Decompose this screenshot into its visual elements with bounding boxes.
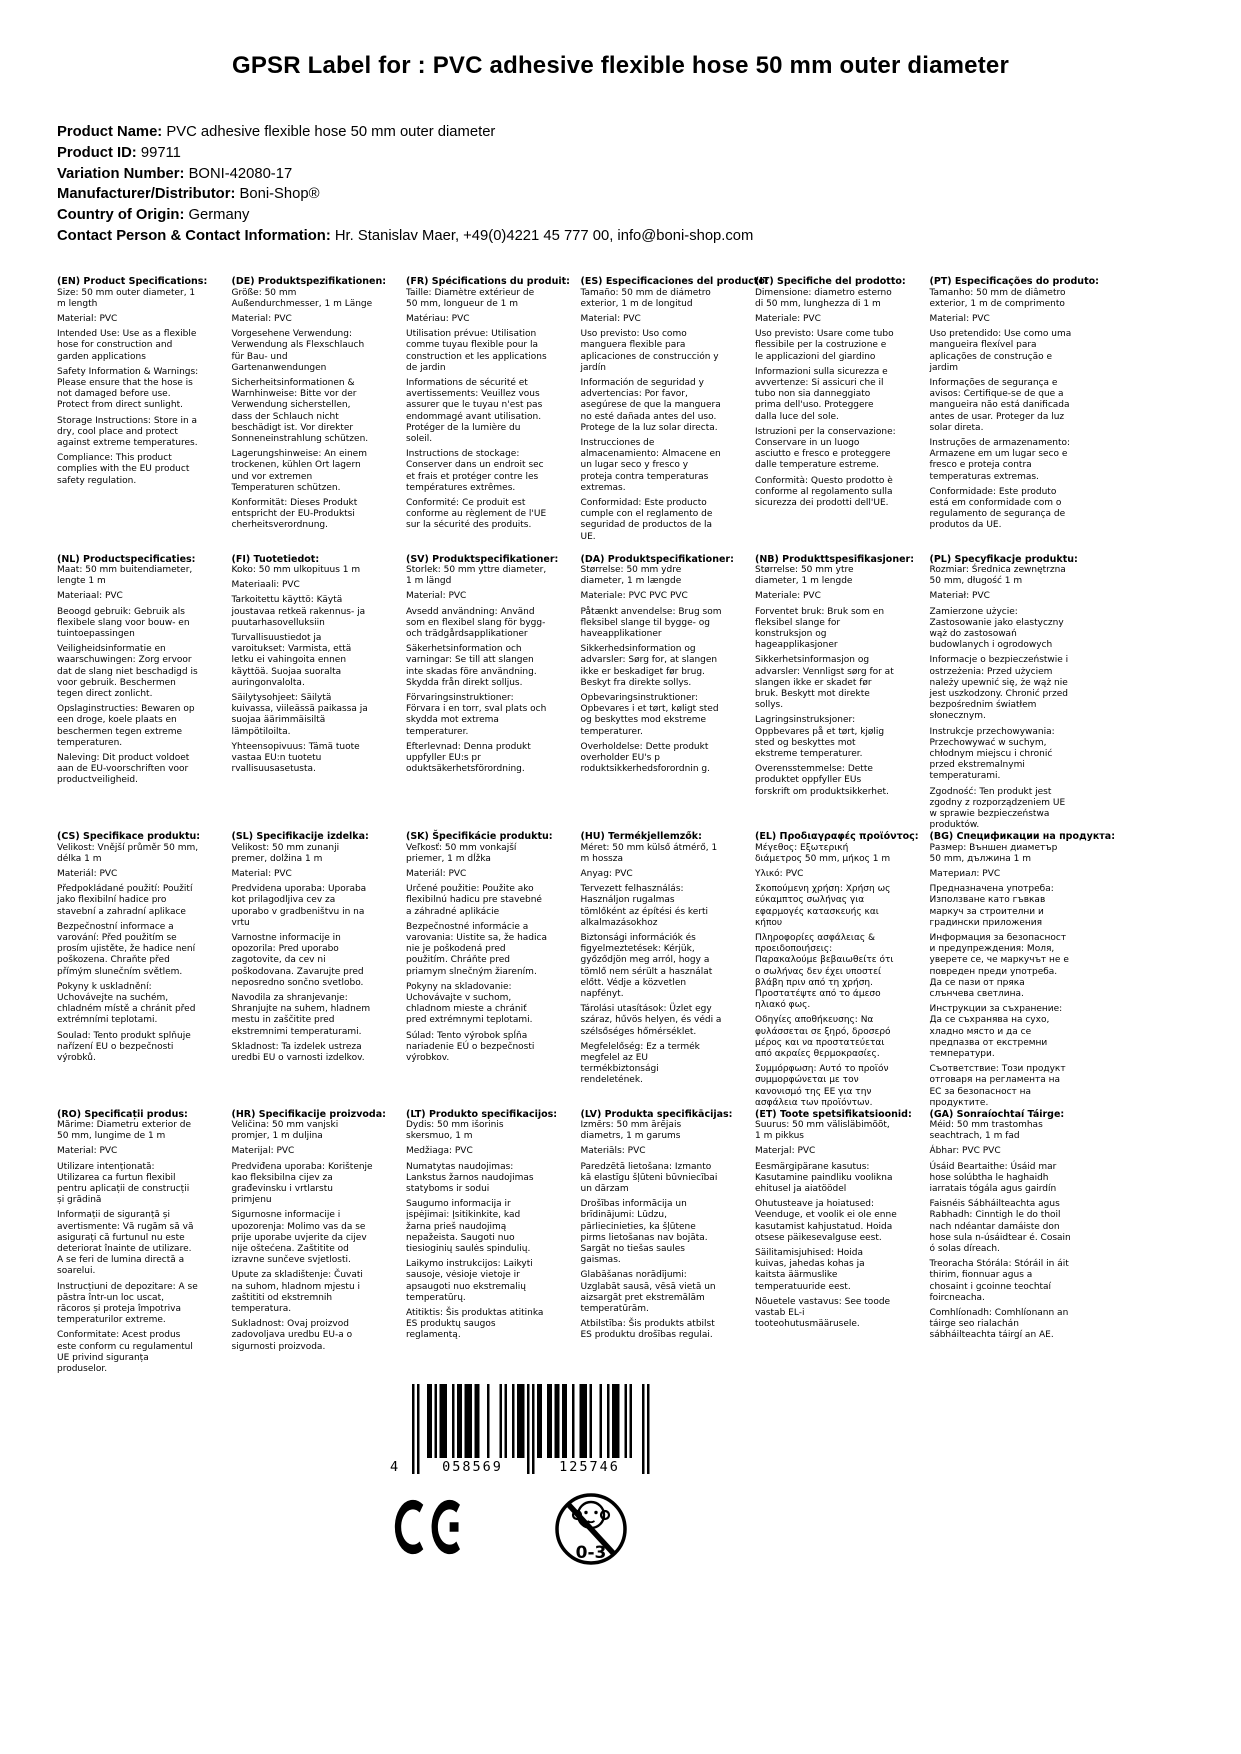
lang-block-cs: [57, 831, 199, 1109]
lang-block-nl: [57, 554, 199, 832]
lang-paragraph: Koko: 50 mm ulkopituus 1 m: [231, 565, 361, 575]
lang-heading: (SV) Produktspecifikationer:: [406, 553, 559, 565]
lang-paragraph: Glabāšanas norādījumi: Uzglabāt sausā, vēsā vietā un aizsargāt pret ekstremālām temperatūrām.: [580, 1270, 716, 1315]
lang-heading: (PT) Especificações do produto:: [929, 276, 1099, 287]
lang-paragraph: Úsáid Beartaithe: Úsáid mar hose solúbtha le haghaidh iarratais tógála agus gairdín: [929, 1161, 1057, 1195]
lang-paragraph: Navodila za shranjevanje: Shranjujte na suhem, hladnem mestu in zaščitite pred ekstremnimi temperaturami.: [231, 992, 371, 1037]
lang-paragraph: Uso previsto: Usare come tubo flessibile per la costruzione e le applicazioni del giardino: [755, 329, 894, 362]
lang-paragraph: Určené použitie: Použite ako flexibilnú hadicu pre stavebné a záhradné aplikácie: [406, 884, 542, 917]
product-info-row: [57, 122, 1241, 143]
lang-paragraph: Utilizare intenționată: Utilizarea ca furtun flexibil pentru aplicații de construcții și grădină: [57, 1161, 190, 1206]
lang-block-nb: [755, 553, 915, 832]
product-info-row: [57, 143, 1241, 164]
lang-paragraph: Материал: PVC: [929, 868, 1001, 879]
lang-heading: (FI) Tuotetiedot:: [231, 553, 320, 565]
lang-paragraph: Uso pretendido: Use como uma mangueira flexível para aplicações de construção e jardim: [929, 329, 1072, 373]
lang-paragraph: Μέγεθος: Εξωτερική διάμετρος 50 mm, μήκος 1 m: [755, 842, 891, 864]
lang-paragraph: Informações de segurança e avisos: Certifique-se de que a mangueira não está danificada antes de usar. Proteger da luz solar direta.: [929, 377, 1070, 433]
lang-paragraph: Nõuetele vastavus: See toode vastab EL-i tooteohutusmäärusele.: [755, 1296, 891, 1330]
lang-paragraph: Naleving: Dit product voldoet aan de EU-voorschriften voor productveiligheid.: [57, 753, 190, 786]
lang-paragraph: Overholdelse: Dette produkt overholder EU's p roduktsikkerhedsforordnin g.: [580, 741, 710, 775]
age-warning-0-3-icon: [553, 1482, 629, 1580]
lang-paragraph: Materiál: PVC: [57, 868, 118, 879]
lang-paragraph: Sikkerhedsinformation og advarsler: Sørg for, at slangen ikke er beskadiget før brug. Beskyt fra direkte sollys.: [580, 644, 718, 688]
lang-paragraph: Pokyny k uskladnění: Uchovávejte na suchém, chladném místě a chránit před extrémními teplotami.: [57, 981, 196, 1026]
lang-paragraph: Conformité: Ce produit est conforme au règlement de l'UE sur la sécurité des produits.: [406, 497, 547, 531]
lang-paragraph: Υλικό: PVC: [755, 868, 804, 879]
product-field-value: Hr. Stanislav Maer, +49(0)4221 45 777 00, info@boni-shop.com: [334, 227, 754, 244]
product-field-label: Country of Origin:: [57, 207, 189, 224]
lang-heading: (RO) Specificații produs:: [57, 1108, 188, 1120]
lang-paragraph: Atitiktis: Šis produktas atitinka ES produktų saugos reglamentą.: [406, 1308, 544, 1341]
lang-paragraph: Tarkoitettu käyttö: Käytä joustavaa retkeä rakennus- ja puutarhasovelluksiin: [231, 595, 366, 628]
lang-paragraph: Atbilstība: Šis produkts atbilst ES produktu drošības regulai.: [580, 1319, 715, 1341]
lang-paragraph: Οδηγίες αποθήκευσης: Να φυλάσσεται σε ξηρό, δροσερό μέρος και να προστατεύεται από ακραίες θερμοκρασίες.: [755, 1015, 891, 1059]
ean-barcode-icon: [412, 1384, 650, 1474]
lang-paragraph: Conformitate: Acest produs este conform cu regulamentul UE privind siguranța produselor.: [57, 1330, 193, 1375]
product-field-value: 99711: [140, 144, 181, 161]
lang-heading: (IT) Specifiche del prodotto:: [755, 276, 906, 287]
product-field-label: Product ID:: [57, 144, 141, 161]
lang-paragraph: Treoracha Stórála: Stóráil in áit thirim, fionnuar agus a chosaint i gcoinne teochtaí foircneacha.: [929, 1259, 1069, 1303]
lang-paragraph: Méret: 50 mm külső átmérő, 1 m hossza: [580, 842, 718, 864]
page-title: GPSR Label for : PVC adhesive flexible hose 50 mm outer diameter: [231, 52, 1010, 79]
lang-paragraph: Predviđena uporaba: Korištenje kao fleksibilna cijev za građevinsku i vrtlarstu primjenu: [231, 1161, 373, 1206]
lang-block-en: [57, 276, 208, 554]
lang-paragraph: Mărime: Diametru exterior de 50 mm, lungime de 1 m: [57, 1120, 192, 1142]
lang-paragraph: Materiaali: PVC: [231, 580, 300, 591]
lang-heading: (CS) Specifikace produktu:: [57, 831, 201, 842]
lang-paragraph: Size: 50 mm outer diameter, 1 m length: [57, 287, 196, 309]
lang-paragraph: Opslaginstructies: Bewaren op een droge, koele plaats en beschermen tegen extreme temperaturen.: [57, 704, 195, 748]
lang-paragraph: Compliance: This product complies with the EU product safety regulation.: [57, 453, 190, 486]
lang-heading: (HR) Specifikacije proizvoda:: [231, 1108, 386, 1120]
lang-heading: (HU) Termékjellemzők:: [580, 831, 702, 842]
lang-paragraph: Material: PVC: [57, 313, 118, 324]
lang-heading: (DA) Produktspecifikationer:: [580, 553, 734, 565]
lang-paragraph: Σκοπούμενη χρήση: Χρήση ως εύκαμπτος σωλήνας για εφαρμογές κατασκευής και κήπου: [755, 884, 891, 928]
lang-paragraph: Materiāls: PVC: [580, 1146, 646, 1157]
lang-paragraph: Предназначена употреба: Използване като гъвкав маркуч за строителни и градински приложения: [929, 884, 1054, 928]
lang-paragraph: Materijal: PVC: [231, 1146, 295, 1157]
product-info: [57, 122, 1241, 247]
lang-paragraph: Informacje o bezpieczeństwie i ostrzeżenia: Przed użyciem należy upewnić się, że wąż nie jest uszkodzony. Chronić przed bezpośrednim światłem słonecznym.: [929, 655, 1069, 722]
lang-heading: (GA) Sonraíochtaí Táirge:: [929, 1108, 1065, 1120]
lang-paragraph: Anyag: PVC: [580, 868, 633, 879]
lang-block-et: [755, 1108, 912, 1387]
lang-paragraph: Materiał: PVC: [929, 591, 990, 602]
lang-paragraph: Dydis: 50 mm išorinis skersmuo, 1 m: [406, 1120, 504, 1142]
lang-paragraph: Soulad: Tento produkt splňuje nařízení EU o bezpečnosti výrobků.: [57, 1030, 191, 1063]
lang-heading: (NL) Productspecificaties:: [57, 553, 196, 565]
lang-heading: (BG) Спецификации на продукта:: [929, 831, 1116, 842]
lang-block-ga: [930, 1109, 1072, 1387]
lang-paragraph: Predvidena uporaba: Uporaba kot prilagodljiva cev za uporabo v gradbeništvu in na vrtu: [231, 884, 367, 928]
lang-block-hu: [581, 831, 723, 1109]
lang-paragraph: Eesmärgipärane kasutus: Kasutamine paindliku voolikna ehitusel ja aiatöödel: [755, 1161, 893, 1195]
lang-paragraph: Ohutusteave ja hoiatused: Veenduge, et voolik ei ole enne kasutamist kahjustatud. Hoida otsese päikesevalguse eest.: [755, 1199, 897, 1243]
lang-paragraph: Numatytas naudojimas: Lankstus žarnos naudojimas statyboms ir sodui: [406, 1161, 534, 1195]
language-grid: [57, 276, 1116, 1386]
lang-paragraph: Zgodność: Ten produkt jest zgodny z rozporządzeniem UE w sprawie bezpieczeństwa produktów.: [929, 786, 1066, 831]
lang-paragraph: Material: PVC: [231, 313, 292, 324]
lang-block-hr: [231, 1108, 386, 1387]
lang-paragraph: Съответствие: Този продукт отговаря на регламента на ЕС за безопасност на продуктите.: [929, 1064, 1066, 1108]
barcode-digit-group: 125746: [537, 1459, 642, 1475]
lang-paragraph: Bezpečnostní informace a varování: Před použitím se prosím ujistěte, že hadice není poškozena. Chraňte před přímým slunečním světlem.: [57, 921, 196, 977]
lang-paragraph: Tamanho: 50 mm de diâmetro exterior, 1 m de comprimento: [929, 287, 1066, 309]
lang-paragraph: Medžiaga: PVC: [406, 1146, 473, 1157]
lang-block-fr: [406, 276, 570, 554]
lang-block-de: [231, 276, 387, 554]
lang-paragraph: Forventet bruk: Bruk som en fleksibel slange for konstruksjon og hageapplikasjoner: [755, 606, 885, 651]
age-warning-label: 0-3: [575, 1543, 607, 1563]
lang-paragraph: Izmērs: 50 mm ārējais diametrs, 1 m garums: [580, 1120, 682, 1142]
lang-paragraph: Conformità: Questo prodotto è conforme al regolamento sulla sicurezza dei prodotti dell'UE.: [755, 475, 893, 508]
lang-paragraph: Størrelse: 50 mm ytre diameter, 1 m lengde: [755, 565, 854, 587]
lang-paragraph: Comhlíonadh: Comhlíonann an táirge seo rialachán sábháilteachta táirgí an AE.: [929, 1308, 1069, 1341]
barcode-digit-group: 4: [390, 1459, 408, 1475]
lang-block-fi: [232, 554, 374, 832]
lang-paragraph: Dimensione: diametro esterno di 50 mm, lunghezza di 1 m: [755, 287, 892, 309]
product-info-row: [57, 205, 1241, 226]
lang-paragraph: Drošības informācija un brīdinājumi: Lūdzu, pārliecinieties, ka šļūtene pirms lietošanas nav bojāta. Sargāt no tiešas saules gaismas.: [580, 1199, 708, 1266]
lang-block-pt: [929, 276, 1099, 554]
lang-paragraph: Suurus: 50 mm välisläbimõõt, 1 m pikkus: [755, 1120, 890, 1142]
lang-paragraph: Materiale: PVC: [755, 313, 821, 324]
lang-heading: (ES) Especificaciones del producto:: [580, 276, 769, 287]
lang-heading: (SK) Špecifikácie produktu:: [406, 831, 553, 842]
lang-paragraph: Tervezett felhasználás: Használjon rugalmas tömlőként az építési és kerti alkalmazásokhoz: [580, 884, 709, 928]
lang-paragraph: Intended Use: Use as a flexible hose for construction and garden applications: [57, 329, 197, 362]
lang-paragraph: Material: PVC: [231, 868, 292, 879]
lang-paragraph: Méid: 50 mm trastomhas seachtrach, 1 m fad: [929, 1120, 1043, 1142]
lang-paragraph: Súlad: Tento výrobok spĺňa nariadenie EÚ o bezpečnosti výrobkov.: [406, 1030, 535, 1063]
lang-block-lt: [406, 1108, 558, 1387]
lang-paragraph: Utilisation prévue: Utilisation comme tuyau flexible pour la construction et les applications de jardin: [406, 329, 547, 373]
lang-paragraph: Storlek: 50 mm yttre diameter, 1 m längd: [406, 565, 547, 587]
lang-paragraph: Material: PVC: [580, 313, 641, 324]
lang-block-es: [580, 276, 769, 554]
lang-paragraph: Materiaal: PVC: [57, 591, 123, 602]
lang-paragraph: Veiligheidsinformatie en waarschuwingen: Zorg ervoor dat de slang niet beschadigd is voor gebruik. Beschermen tegen direct zonlicht.: [57, 644, 198, 700]
product-info-row: [57, 226, 1241, 247]
lang-paragraph: Informazioni sulla sicurezza e avvertenze: Si assicuri che il tubo non sia danneggiato prima dell'uso. Proteggere dalla luce del sole.: [755, 366, 888, 422]
lang-paragraph: Sukladnost: Ovaj proizvod zadovoljava uredbu EU-a o sigurnosti proizvoda.: [231, 1319, 353, 1352]
product-field-value: Germany: [188, 207, 250, 224]
lang-paragraph: Bezpečnostné informácie a varovania: Uistite sa, že hadica nie je poškodená pred použitím. Chráňte pred priamym slnečným žiarením.: [406, 921, 547, 977]
lang-paragraph: Overensstemmelse: Dette produktet oppfyller EUs forskrift om produktsikkerhet.: [755, 764, 889, 797]
lang-paragraph: Información de seguridad y advertencias: Por favor, asegúrese de que la manguera no esté dañada antes del uso. Protege de la luz solar directa.: [580, 377, 721, 433]
lang-paragraph: Material: PVC: [929, 313, 990, 324]
lang-paragraph: Veličina: 50 mm vanjski promjer, 1 m duljina: [231, 1120, 339, 1142]
lang-paragraph: Tárolási utasítások: Üzlet egy száraz, hűvös helyen, és védi a szélsőséges hőmérséklet.: [580, 1004, 722, 1037]
lang-paragraph: Megfelelőség: Ez a termék megfelel az EU termékbiztonsági rendeletének.: [580, 1041, 700, 1086]
lang-heading: (LV) Produkta specifikācijas:: [580, 1108, 733, 1120]
lang-paragraph: Material: PVC: [57, 1146, 118, 1157]
lang-paragraph: Saugumo informacija ir įspėjimai: Įsitikinkite, kad žarna prieš naudojimą nepažeista. Saugoti nuo tiesioginių saulės spindulių.: [406, 1199, 531, 1255]
lang-block-sv: [406, 553, 559, 832]
lang-paragraph: Material: PVC: [406, 591, 467, 602]
lang-heading: (FR) Spécifications du produit:: [406, 276, 570, 287]
lang-heading: (LT) Produkto specifikacijos:: [406, 1108, 558, 1120]
lang-paragraph: Opbevaringsinstruktioner: Opbevares i et tørt, køligt sted og beskyttes mod ekstreme temperaturer.: [580, 693, 719, 737]
ce-mark-icon: [394, 1496, 472, 1558]
lang-block-da: [580, 553, 734, 832]
product-field-label: Product Name:: [57, 124, 167, 140]
product-field-value: PVC adhesive flexible hose 50 mm outer diameter: [166, 124, 496, 140]
lang-paragraph: Sikkerhetsinformasjon og advarsler: Vennligst sørg for at slangen ikke er skadet før bruk. Beskytt mot direkte sollys.: [755, 655, 894, 711]
lang-paragraph: Συμμόρφωση: Αυτό το προϊόν συμμορφώνεται με τον κανονισμό της ΕΕ για την ασφάλεια των προϊόντων.: [755, 1064, 889, 1108]
lang-paragraph: Rozmiar: Średnica zewnętrzna 50 mm, długość 1 m: [929, 565, 1066, 587]
lang-paragraph: Upute za skladištenje: Čuvati na suhom, hladnom mjestu i zaštititi od ekstremnih temperatura.: [231, 1270, 363, 1315]
lang-heading: (EN) Product Specifications:: [57, 276, 208, 287]
lang-paragraph: Tamaño: 50 mm de diámetro exterior, 1 m de longitud: [580, 287, 711, 309]
lang-paragraph: Инструкции за съхранение: Да се съхранява на сухо, хладно място и да се предпазва от екстремни температури.: [929, 1004, 1063, 1059]
lang-paragraph: Velikost: Vnější průměr 50 mm, délka 1 m: [57, 842, 199, 864]
lang-paragraph: Uso previsto: Uso como manguera flexible para aplicaciones de construcción y jardín: [580, 329, 719, 373]
lang-paragraph: Storage Instructions: Store in a dry, cool place and protect against extreme temperatures.: [57, 415, 198, 448]
product-field-label: Manufacturer/Distributor:: [57, 186, 240, 203]
lang-paragraph: Pokyny na skladovanie: Uchovávajte v suchom, chladnom mieste a chrániť pred extrémnymi teplotami.: [406, 981, 533, 1026]
lang-paragraph: Lagringsinstruksjoner: Oppbevares på et tørt, kjølig sted og beskyttes mot ekstreme temperaturer.: [755, 715, 885, 760]
lang-paragraph: Istruzioni per la conservazione: Conservare in un luogo asciutto e fresco e proteggere dalle temperature estreme.: [755, 426, 896, 471]
lang-paragraph: Säkerhetsinformation och varningar: Se till att slangen inte skadas före användning. Skydda från direkt solljus.: [406, 644, 537, 688]
lang-paragraph: Beoogd gebruik: Gebruik als flexibele slang voor bouw- en tuintoepassingen: [57, 606, 190, 640]
lang-block-el: [755, 831, 919, 1109]
lang-paragraph: Sicherheitsinformationen & Warnhinweise: Bitte vor der Verwendung sicherstellen, dass der Schlauch nicht beschädigt ist. Vor direkter Sonneneinstrahlung schützen.: [231, 377, 369, 444]
lang-paragraph: Biztonsági információk és figyelmeztetések: Kérjük, győződjön meg arról, hogy a tömlő nem sérült a használat előtt. Védje a közvetlen napfényt.: [580, 932, 713, 999]
lang-paragraph: Informații de siguranță și avertismente: Vă rugăm să vă asigurați că furtunul nu este deteriorat înainte de utilizare. A se feri de lumina directă a soarelui.: [57, 1210, 194, 1277]
lang-paragraph: Πληροφορίες ασφάλειας & προειδοποιήσεις: Παρακαλούμε βεβαιωθείτε ότι ο σωλήνας δεν έχει υποστεί βλάβη πριν από τη χρήση. Προστατέψτε από το άμεσο ηλιακό φως.: [755, 932, 894, 1011]
lang-paragraph: Instrukcje przechowywania: Przechowywać w suchym, chłodnym miejscu i chronić przed ekstremalnymi temperaturami.: [929, 726, 1055, 782]
lang-block-it: [755, 276, 906, 554]
lang-block-pl: [929, 553, 1078, 832]
lang-paragraph: Størrelse: 50 mm ydre diameter, 1 m længde: [580, 565, 682, 587]
lang-paragraph: Skladnost: Ta izdelek ustreza uredbi EU o varnosti izdelkov.: [231, 1041, 365, 1063]
lang-paragraph: Paredzētā lietošana: Izmanto kā elastīgu šļūteni būvniecībai un dārzam: [580, 1161, 718, 1195]
lang-paragraph: Instrucțiuni de depozitare: A se păstra într-un loc uscat, răcoros și proteja împotriva temperaturilor extreme.: [57, 1281, 198, 1326]
lang-heading: (EL) Προδιαγραφές προϊόντος:: [755, 831, 919, 842]
lang-paragraph: Информация за безопасност и предупреждения: Моля, уверете се, че маркучът не е повреден преди употреба. Да се пази от пряка слънчева светлина.: [929, 932, 1069, 999]
lang-block-sl: [232, 831, 374, 1109]
lang-block-lv: [580, 1108, 733, 1387]
lang-paragraph: Faisnéis Sábháilteachta agus Rabhadh: Cinntigh le do thoil nach ndéantar damáiste don hose sula n-úsáidtear é. Cosain ó solas díreach.: [929, 1199, 1071, 1255]
lang-paragraph: Konformität: Dieses Produkt entspricht der EU-Produktsi cherheitsverordnung.: [231, 497, 358, 531]
lang-paragraph: Materiale: PVC: [755, 591, 821, 602]
lang-paragraph: Maat: 50 mm buitendiameter, lengte 1 m: [57, 565, 193, 587]
lang-paragraph: Instrucciones de almacenamiento: Almacene en un lugar seco y fresco y proteja contra temperaturas extremas.: [580, 437, 721, 493]
barcode-digit-group: 058569: [420, 1459, 525, 1475]
lang-paragraph: Taille: Diamètre extérieur de 50 mm, longueur de 1 m: [406, 287, 535, 309]
lang-heading: (DE) Produktspezifikationen:: [231, 276, 387, 287]
lang-heading: (NB) Produkttspesifikasjoner:: [755, 553, 915, 565]
lang-paragraph: Informations de sécurité et avertissements: Veuillez vous assurer que le tuyau n'est pas endommagé avant utilisation. Protéger de la lumière du soleil.: [406, 377, 543, 444]
lang-paragraph: Säilitamisjuhised: Hoida kuivas, jahedas kohas ja kaitsta äärmuslike temperatuuride eest.: [755, 1248, 865, 1292]
lang-block-sk: [406, 831, 553, 1109]
lang-paragraph: Safety Information & Warnings: Please ensure that the hose is not damaged before use. Protect from direct sunlight.: [57, 366, 199, 411]
lang-paragraph: Förvaringsinstruktioner: Förvara i en torr, sval plats och skydda mot extrema temperaturer.: [406, 693, 547, 737]
product-field-label: Contact Person & Contact Information:: [57, 227, 335, 244]
lang-paragraph: Ábhar: PVC PVC: [929, 1146, 1001, 1157]
lang-paragraph: Vorgesehene Verwendung: Verwendung als Flexschlauch für Bau- und Gartenanwendungen: [231, 329, 365, 373]
lang-paragraph: Turvallisuustiedot ja varoitukset: Varmista, että letku ei vahingoita ennen käyttöä. Suojaa suoralta auringonvalolta.: [231, 633, 352, 688]
lang-paragraph: Conformidade: Este produto está em conformidade com o regulamento de segurança de produtos da UE.: [929, 486, 1066, 531]
lang-paragraph: Velikost: 50 mm zunanji premer, dolžina 1 m: [231, 842, 340, 864]
lang-heading: (ET) Toote spetsifikatsioonid:: [755, 1108, 912, 1120]
lang-paragraph: Instruções de armazenamento: Armazene em um lugar seco e fresco e proteja contra temperaturas extremas.: [929, 437, 1071, 482]
lang-paragraph: Zamierzone użycie: Zastosowanie jako elastyczny wąż do zastosowań budowlanych i ogrodowych: [929, 606, 1064, 651]
lang-paragraph: Sigurnosne informacije i upozorenja: Molimo vas da se prije uporabe uvjerite da cijev nije oštećena. Zaštitite od izravne sunčeve svjetlosti.: [231, 1210, 367, 1266]
lang-paragraph: Conformidad: Este producto cumple con el reglamento de seguridad de productos de la UE.: [580, 497, 713, 542]
lang-paragraph: Säilytysohjeet: Säilytä kuivassa, viileässä paikassa ja suojaa äärimmäisiltä lämpötiloilta.: [231, 693, 368, 737]
lang-paragraph: Instructions de stockage: Conserver dans un endroit sec et frais et protéger contre les températures extrêmes.: [406, 449, 544, 493]
product-info-row: [57, 164, 1241, 185]
lang-paragraph: Yhteensopivuus: Tämä tuote vastaa EU:n tuotetu rvallisuusasetusta.: [231, 741, 360, 775]
lang-heading: (PL) Specyfikacje produktu:: [929, 553, 1078, 565]
lang-paragraph: Materiál: PVC: [406, 868, 467, 879]
lang-paragraph: Größe: 50 mm Außendurchmesser, 1 m Länge: [231, 287, 373, 309]
lang-paragraph: Varnostne informacije in opozorila: Pred uporabo zagotovite, da cev ni poškodovana. Zavarujte pred neposredno sončno svetlobo.: [231, 932, 364, 988]
lang-paragraph: Matériau: PVC: [406, 313, 470, 324]
lang-heading: (SL) Specifikacije izdelka:: [231, 831, 369, 842]
product-info-row: [57, 184, 1241, 205]
lang-paragraph: Efterlevnad: Denna produkt uppfyller EU:s pr oduktsäkerhetsförordning.: [406, 741, 531, 775]
lang-paragraph: Lagerungshinweise: An einem trockenen, kühlen Ort lagern und vor extremen Temperaturen schützen.: [231, 449, 367, 493]
lang-paragraph: Předpokládané použití: Použití jako flexibilní hadice pro stavební a zahradní aplikace: [57, 884, 193, 917]
lang-paragraph: Påtænkt anvendelse: Brug som fleksibel slange til bygge- og haveapplikationer: [580, 606, 722, 640]
lang-paragraph: Размер: Външен диаметър 50 mm, дължина 1 m: [929, 842, 1058, 864]
product-field-value: BONI-42080-17: [188, 165, 293, 182]
lang-paragraph: Veľkosť: 50 mm vonkajší priemer, 1 m dĺžka: [406, 842, 517, 864]
lang-paragraph: Materjal: PVC: [755, 1146, 816, 1157]
product-field-label: Variation Number:: [57, 165, 189, 182]
product-field-value: Boni-Shop®: [239, 186, 320, 203]
lang-paragraph: Avsedd användning: Använd som en flexibel slang för bygg- och trädgårdsapplikationer: [406, 606, 546, 640]
lang-block-bg: [929, 831, 1116, 1109]
lang-paragraph: Materiale: PVC PVC PVC: [580, 591, 688, 602]
lang-paragraph: Laikymo instrukcijos: Laikyti sausoje, vėsioje vietoje ir apsaugoti nuo ekstremalių temperatūrų.: [406, 1259, 533, 1303]
lang-block-ro: [57, 1109, 199, 1387]
